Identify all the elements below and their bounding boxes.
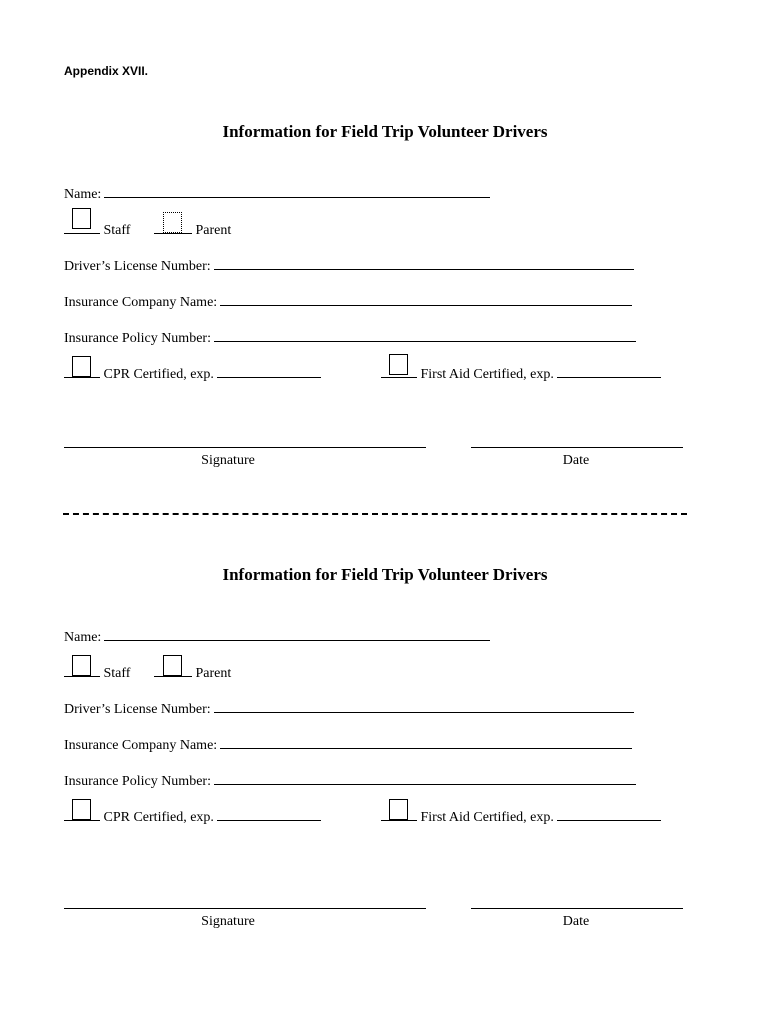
date-line[interactable] <box>471 447 683 448</box>
cpr-label: CPR Certified, exp. <box>103 367 214 382</box>
cpr-exp-field[interactable] <box>217 807 321 821</box>
policy-row <box>64 328 636 348</box>
cpr-checkbox[interactable] <box>72 356 91 377</box>
name-row <box>64 627 490 647</box>
date-line[interactable] <box>471 908 683 909</box>
insurance-company-label: Insurance Company Name: <box>64 295 218 310</box>
parent-label: Parent <box>195 666 232 681</box>
staff-label: Staff <box>103 666 131 681</box>
cut-line-divider <box>63 513 687 515</box>
first-aid-label: First Aid Certified, exp. <box>420 367 554 382</box>
policy-field[interactable] <box>214 771 636 785</box>
name-field[interactable] <box>104 184 490 198</box>
cpr-label: CPR Certified, exp. <box>103 810 214 825</box>
date-caption: Date <box>562 914 590 929</box>
policy-field[interactable] <box>214 328 636 342</box>
first-aid-exp-field[interactable] <box>557 807 661 821</box>
cpr-row <box>64 364 321 384</box>
appendix-label: Appendix XVII. <box>64 64 149 78</box>
date-caption: Date <box>562 453 590 468</box>
first-aid-row <box>381 807 661 827</box>
first-aid-checkbox[interactable] <box>389 354 408 375</box>
parent-checkbox[interactable] <box>163 212 182 233</box>
insurance-company-row <box>64 735 632 755</box>
insurance-company-label: Insurance Company Name: <box>64 738 218 753</box>
signature-caption: Signature <box>201 453 255 468</box>
cpr-exp-field[interactable] <box>217 364 321 378</box>
license-row <box>64 256 634 276</box>
license-label: Driver’s License Number: <box>64 702 211 717</box>
signature-line[interactable] <box>64 908 426 909</box>
staff-checkbox[interactable] <box>72 208 91 229</box>
license-label: Driver’s License Number: <box>64 259 211 274</box>
name-label: Name: <box>64 630 102 645</box>
signature-line[interactable] <box>64 447 426 448</box>
staff-label: Staff <box>103 223 131 238</box>
staff-checkbox[interactable] <box>72 655 91 676</box>
license-field[interactable] <box>214 256 634 270</box>
insurance-company-row <box>64 292 632 312</box>
name-field[interactable] <box>104 627 490 641</box>
signature-caption: Signature <box>201 914 255 929</box>
policy-label: Insurance Policy Number: <box>64 774 211 789</box>
parent-label: Parent <box>195 223 232 238</box>
insurance-company-field[interactable] <box>220 292 632 306</box>
first-aid-checkbox[interactable] <box>389 799 408 820</box>
policy-label: Insurance Policy Number: <box>64 331 211 346</box>
form-title: Information for Field Trip Volunteer Drivers <box>222 565 548 584</box>
name-row <box>64 184 490 204</box>
cpr-row <box>64 807 321 827</box>
policy-row <box>64 771 636 791</box>
first-aid-exp-field[interactable] <box>557 364 661 378</box>
insurance-company-field[interactable] <box>220 735 632 749</box>
first-aid-row <box>381 364 661 384</box>
license-row <box>64 699 634 719</box>
parent-checkbox[interactable] <box>163 655 182 676</box>
first-aid-label: First Aid Certified, exp. <box>420 810 554 825</box>
name-label: Name: <box>64 187 102 202</box>
form-title: Information for Field Trip Volunteer Drivers <box>222 122 548 141</box>
license-field[interactable] <box>214 699 634 713</box>
cpr-checkbox[interactable] <box>72 799 91 820</box>
